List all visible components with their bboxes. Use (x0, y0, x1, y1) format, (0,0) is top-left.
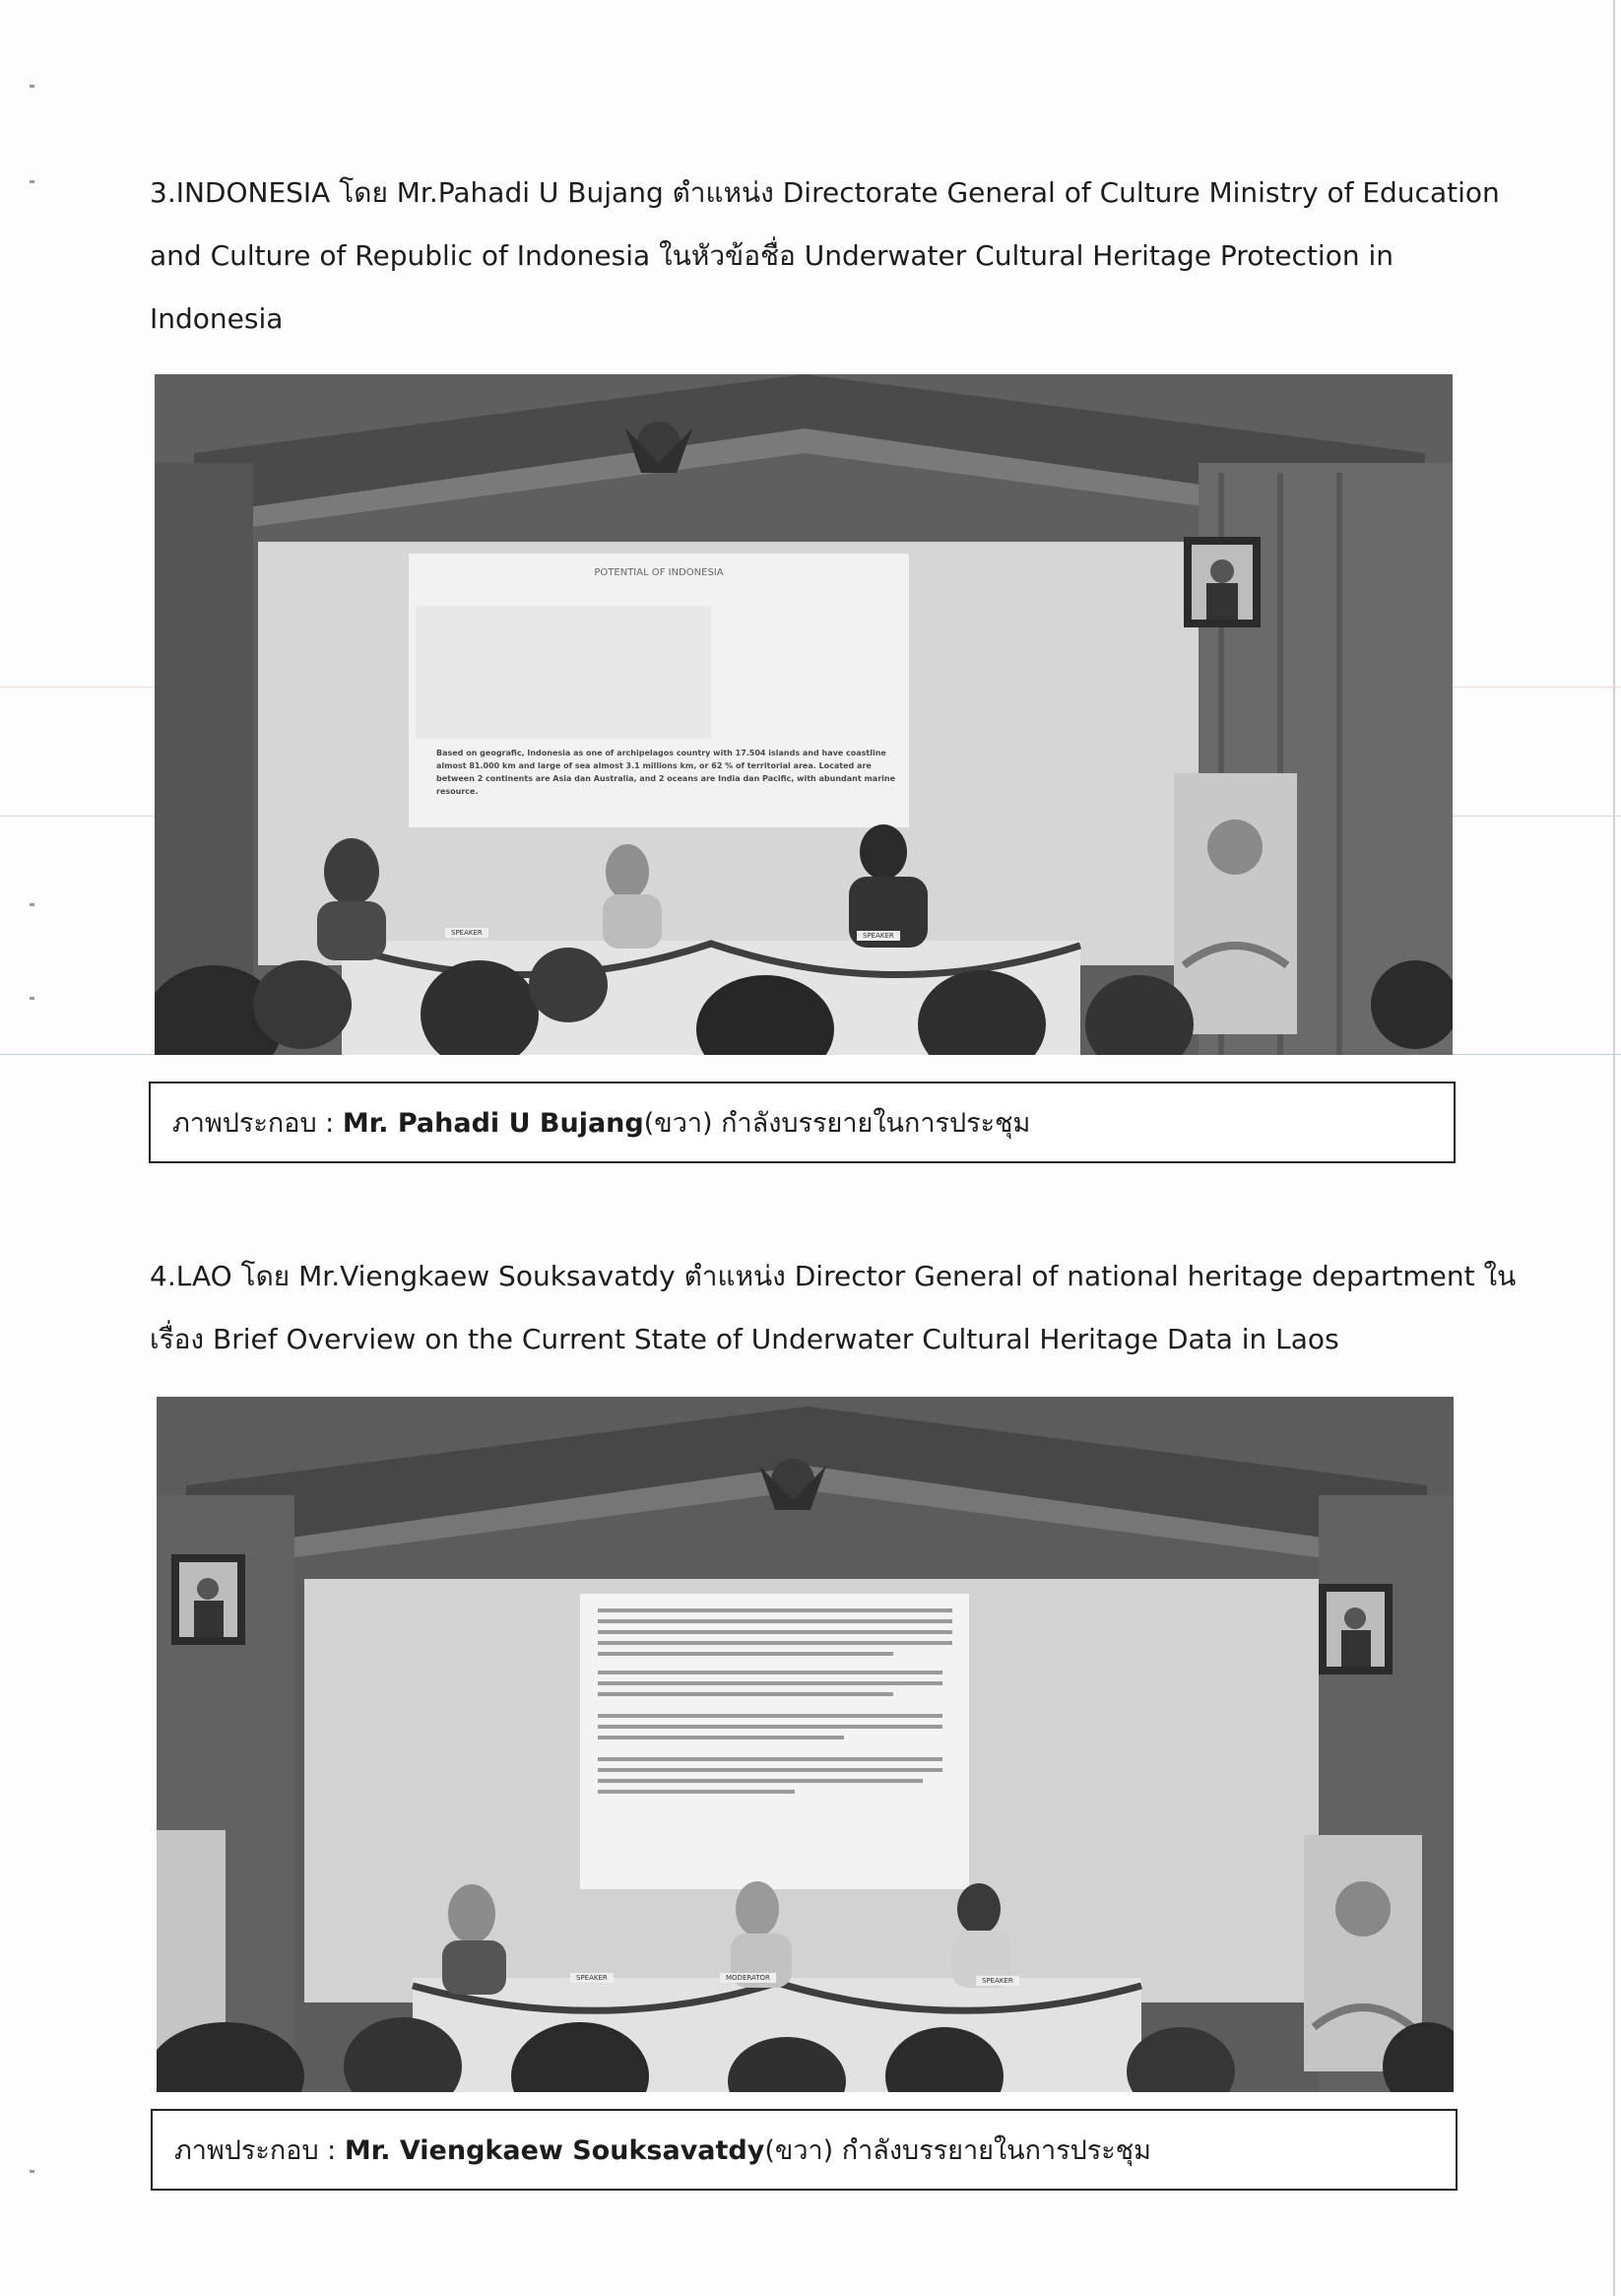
moderator-tag: MODERATOR (720, 1973, 776, 1983)
conference-photo-indonesia (155, 374, 1453, 1055)
section-3-paragraph (150, 162, 1500, 351)
photo-illustration (157, 1397, 1454, 2092)
caption-box-2 (151, 2109, 1458, 2191)
margin-mark (30, 180, 34, 183)
section-3-line-2: and Culture of Republic of Indonesia ในหัวข้อชื่อ Underwater Cultural Heritage Protection in (150, 239, 1394, 272)
slide-title: POTENTIAL OF INDONESIA (594, 567, 724, 578)
caption-box-1 (149, 1082, 1456, 1163)
caption-2-name: Mr. Viengkaew Souksavatdy (344, 2135, 765, 2166)
margin-mark (30, 85, 34, 88)
page-edge-line (1613, 0, 1615, 2296)
section-3-line-1: 3.INDONESIA โดย Mr.Pahadi U Bujang ตำแหน่ง Directorate General of Culture Ministry of Education (150, 176, 1500, 209)
speaker-tag-right: SPEAKER (857, 931, 900, 941)
caption-1-suffix: (ขวา) กำลังบรรยายในการประชุม (643, 1108, 1031, 1139)
margin-mark (30, 903, 34, 906)
caption-1-prefix: ภาพประกอบ : (172, 1108, 343, 1139)
section-4-line-2: เรื่อง Brief Overview on the Current State of Underwater Cultural Heritage Data in Laos (150, 1323, 1339, 1355)
speaker-tag-left: SPEAKER (570, 1973, 614, 1983)
section-4-line-1: 4.LAO โดย Mr.Viengkaew Souksavatdy ตำแหน่ง Director General of national heritage department ใน (150, 1260, 1517, 1292)
section-4-paragraph (150, 1245, 1517, 1371)
photo-illustration (155, 374, 1453, 1055)
caption-1 (172, 1101, 1030, 1144)
speaker-tag-left: SPEAKER (445, 928, 488, 938)
caption-1-name: Mr. Pahadi U Bujang (342, 1108, 644, 1139)
speaker-tag-right: SPEAKER (976, 1976, 1019, 1986)
conference-photo-laos (157, 1397, 1454, 2092)
slide-body-text: Based on geografic, Indonesia as one of archipelagos country with 17.504 islands and have coastline almost 81.000 km and large of sea almost 3.1 millions km, or 62 % of territorial area. Located are between 2 continents are Asia dan Australia, and 2 oceans are India dan Pacific, with abundant marine resource. (436, 749, 895, 796)
caption-2 (174, 2129, 1151, 2171)
section-3-line-3: Indonesia (150, 302, 284, 335)
margin-mark (30, 997, 34, 1000)
caption-2-suffix: (ขวา) กำลังบรรยายในการประชุม (764, 2135, 1151, 2166)
margin-mark (30, 2170, 34, 2173)
caption-2-prefix: ภาพประกอบ : (174, 2135, 345, 2166)
